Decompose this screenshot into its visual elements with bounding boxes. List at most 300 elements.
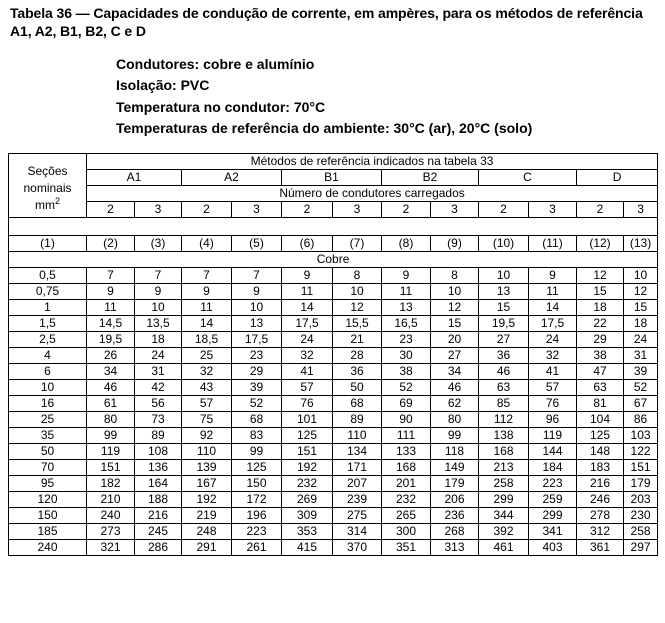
ampacity-cell: 34 <box>431 364 479 380</box>
conductor-count-cell: 3 <box>529 202 577 218</box>
ampacity-cell: 11 <box>182 300 232 316</box>
header-row-methods <box>9 170 658 186</box>
ampacity-cell: 68 <box>232 412 282 428</box>
ampacity-cell: 179 <box>624 476 658 492</box>
ampacity-cell: 297 <box>624 540 658 556</box>
temperaturas-referencia-text: Temperaturas de referência do ambiente: 30°C (ar), 20°C (solo) <box>116 120 533 137</box>
column-number-cell: (2) <box>87 236 135 252</box>
ampacity-cell: 7 <box>232 268 282 284</box>
table-title <box>10 4 665 40</box>
ampacity-cell: 312 <box>577 524 624 540</box>
conductor-count-cell: 2 <box>87 202 135 218</box>
section-size-cell: 16 <box>9 396 87 412</box>
ampacity-cell: 273 <box>87 524 135 540</box>
ampacity-cell: 99 <box>232 444 282 460</box>
conductor-count-cell: 2 <box>182 202 232 218</box>
ampacity-cell: 258 <box>479 476 529 492</box>
ampacity-cell: 136 <box>135 460 182 476</box>
ampacity-cell: 21 <box>333 332 382 348</box>
ampacity-cell: 103 <box>624 428 658 444</box>
table-title-line-1: Tabela 36 — Capacidades de condução de corrente, em ampères, para os métodos de referência <box>10 5 643 21</box>
column-number-cell: (9) <box>431 236 479 252</box>
table-row <box>9 268 658 284</box>
ampacity-cell: 76 <box>282 396 333 412</box>
ampacity-cell: 18,5 <box>182 332 232 348</box>
temperatura-text: Temperatura no condutor: 70°C <box>116 98 326 115</box>
section-size-cell: 0,5 <box>9 268 87 284</box>
ampacity-cell: 206 <box>431 492 479 508</box>
ampacity-cell: 32 <box>182 364 232 380</box>
ampacity-cell: 85 <box>479 396 529 412</box>
ampacity-cell: 22 <box>577 316 624 332</box>
ampacity-cell: 122 <box>624 444 658 460</box>
ampacity-cell: 299 <box>479 492 529 508</box>
ampacity-cell: 119 <box>529 428 577 444</box>
ampacity-cell: 201 <box>382 476 431 492</box>
ampacity-cell: 80 <box>87 412 135 428</box>
ampacity-cell: 63 <box>577 380 624 396</box>
ampacity-cell: 69 <box>382 396 431 412</box>
ampacity-cell: 13 <box>382 300 431 316</box>
section-size-cell: 150 <box>9 508 87 524</box>
ampacity-cell: 12 <box>577 268 624 284</box>
ampacity-cell: 10 <box>624 268 658 284</box>
ampacity-cell: 11 <box>382 284 431 300</box>
ampacity-cell: 236 <box>431 508 479 524</box>
ampacity-cell: 46 <box>431 380 479 396</box>
table-row <box>9 540 658 556</box>
ampacity-cell: 138 <box>479 428 529 444</box>
section-size-cell: 50 <box>9 444 87 460</box>
ampacity-cell: 344 <box>479 508 529 524</box>
ampacity-cell: 10 <box>479 268 529 284</box>
ampacity-cell: 11 <box>282 284 333 300</box>
ampacity-cell: 15 <box>577 284 624 300</box>
ampacity-cell: 150 <box>232 476 282 492</box>
ampacity-cell: 223 <box>232 524 282 540</box>
ampacity-cell: 62 <box>431 396 479 412</box>
ampacity-cell: 63 <box>479 380 529 396</box>
ampacity-cell: 89 <box>135 428 182 444</box>
ampacity-cell: 11 <box>87 300 135 316</box>
ampacity-cell: 42 <box>135 380 182 396</box>
column-number-cell: (12) <box>577 236 624 252</box>
ampacity-cell: 7 <box>182 268 232 284</box>
table-row <box>9 460 658 476</box>
table-conditions <box>116 54 532 140</box>
ampacity-cell: 171 <box>333 460 382 476</box>
secoes-unit: mm <box>34 198 55 212</box>
header-row-numero-condutores <box>9 186 658 202</box>
ampacity-cell: 90 <box>382 412 431 428</box>
ampacity-cell: 219 <box>182 508 232 524</box>
secoes-line-2: nominais <box>23 181 72 195</box>
ampacity-cell: 12 <box>431 300 479 316</box>
method-a1-header: A1 <box>87 170 182 186</box>
secoes-nominais-header <box>9 154 87 218</box>
ampacity-cell: 172 <box>232 492 282 508</box>
ampacity-cell: 223 <box>529 476 577 492</box>
ampacity-table <box>8 153 658 556</box>
ampacity-cell: 275 <box>333 508 382 524</box>
method-c-header: C <box>479 170 577 186</box>
ampacity-cell: 68 <box>333 396 382 412</box>
ampacity-cell: 300 <box>382 524 431 540</box>
ampacity-cell: 75 <box>182 412 232 428</box>
ampacity-cell: 278 <box>577 508 624 524</box>
ampacity-cell: 246 <box>577 492 624 508</box>
ampacity-cell: 133 <box>382 444 431 460</box>
ampacity-cell: 36 <box>333 364 382 380</box>
ampacity-cell: 17,5 <box>282 316 333 332</box>
ampacity-cell: 258 <box>624 524 658 540</box>
table-row <box>9 444 658 460</box>
ampacity-cell: 46 <box>87 380 135 396</box>
column-number-cell: (11) <box>529 236 577 252</box>
column-number-cell: (8) <box>382 236 431 252</box>
ampacity-cell: 52 <box>232 396 282 412</box>
ampacity-cell: 118 <box>431 444 479 460</box>
section-size-cell: 4 <box>9 348 87 364</box>
ampacity-cell: 10 <box>135 300 182 316</box>
ampacity-cell: 15 <box>624 300 658 316</box>
ampacity-cell: 164 <box>135 476 182 492</box>
method-a2-header: A2 <box>182 170 282 186</box>
ampacity-cell: 38 <box>382 364 431 380</box>
ampacity-cell: 188 <box>135 492 182 508</box>
conductor-count-cell: 2 <box>282 202 333 218</box>
ampacity-cell: 92 <box>182 428 232 444</box>
ampacity-cell: 286 <box>135 540 182 556</box>
section-size-cell: 120 <box>9 492 87 508</box>
ampacity-cell: 73 <box>135 412 182 428</box>
conductor-count-cell: 2 <box>577 202 624 218</box>
ampacity-cell: 13,5 <box>135 316 182 332</box>
conductor-count-cell: 3 <box>135 202 182 218</box>
column-number-cell: (7) <box>333 236 382 252</box>
section-size-cell: 35 <box>9 428 87 444</box>
ampacity-cell: 18 <box>577 300 624 316</box>
secoes-line-1: Seções <box>27 164 68 178</box>
ampacity-cell: 182 <box>87 476 135 492</box>
section-size-cell: 2,5 <box>9 332 87 348</box>
section-size-cell: 70 <box>9 460 87 476</box>
ampacity-cell: 29 <box>232 364 282 380</box>
table-row <box>9 428 658 444</box>
numero-condutores-header: Número de condutores carregados <box>87 186 658 202</box>
ampacity-cell: 196 <box>232 508 282 524</box>
column-number-cell: (6) <box>282 236 333 252</box>
section-size-cell: 1 <box>9 300 87 316</box>
ampacity-cell: 76 <box>529 396 577 412</box>
section-size-cell: 6 <box>9 364 87 380</box>
ampacity-cell: 15 <box>431 316 479 332</box>
conductor-count-cell: 2 <box>382 202 431 218</box>
ampacity-cell: 61 <box>87 396 135 412</box>
ampacity-cell: 13 <box>479 284 529 300</box>
section-label-cobre: Cobre <box>9 252 658 268</box>
metodos-header: Métodos de referência indicados na tabela 33 <box>87 154 658 170</box>
ampacity-cell: 9 <box>282 268 333 284</box>
ampacity-cell: 32 <box>282 348 333 364</box>
ampacity-cell: 110 <box>333 428 382 444</box>
ampacity-cell: 24 <box>282 332 333 348</box>
ampacity-cell: 110 <box>182 444 232 460</box>
ampacity-cell: 28 <box>333 348 382 364</box>
table-row <box>9 316 658 332</box>
method-d-header: D <box>577 170 658 186</box>
ampacity-cell: 151 <box>624 460 658 476</box>
ampacity-cell: 18 <box>135 332 182 348</box>
ampacity-cell: 16,5 <box>382 316 431 332</box>
section-size-cell: 10 <box>9 380 87 396</box>
ampacity-cell: 25 <box>182 348 232 364</box>
ampacity-cell: 19,5 <box>479 316 529 332</box>
table-row <box>9 284 658 300</box>
ampacity-cell: 245 <box>135 524 182 540</box>
table-row <box>9 300 658 316</box>
ampacity-cell: 351 <box>382 540 431 556</box>
ampacity-cell: 192 <box>282 460 333 476</box>
table-row <box>9 364 658 380</box>
ampacity-cell: 29 <box>577 332 624 348</box>
blank-cell <box>9 218 658 236</box>
ampacity-cell: 9 <box>87 284 135 300</box>
ampacity-cell: 415 <box>282 540 333 556</box>
ampacity-cell: 39 <box>232 380 282 396</box>
ampacity-cell: 43 <box>182 380 232 396</box>
section-row-cobre <box>9 252 658 268</box>
ampacity-cell: 104 <box>577 412 624 428</box>
condutores-text: Condutores: cobre e alumínio <box>116 56 315 72</box>
ampacity-cell: 230 <box>624 508 658 524</box>
ampacity-cell: 168 <box>479 444 529 460</box>
ampacity-cell: 353 <box>282 524 333 540</box>
ampacity-cell: 321 <box>87 540 135 556</box>
ampacity-cell: 151 <box>282 444 333 460</box>
ampacity-cell: 23 <box>382 332 431 348</box>
ampacity-cell: 125 <box>232 460 282 476</box>
ampacity-cell: 9 <box>382 268 431 284</box>
table-row <box>9 332 658 348</box>
ampacity-cell: 57 <box>529 380 577 396</box>
ampacity-cell: 56 <box>135 396 182 412</box>
ampacity-cell: 232 <box>382 492 431 508</box>
conductor-count-cell: 3 <box>431 202 479 218</box>
column-number-cell: (1) <box>9 236 87 252</box>
ampacity-cell: 361 <box>577 540 624 556</box>
ampacity-cell: 19,5 <box>87 332 135 348</box>
ampacity-cell: 9 <box>529 268 577 284</box>
ampacity-cell: 125 <box>282 428 333 444</box>
section-size-cell: 95 <box>9 476 87 492</box>
ampacity-cell: 461 <box>479 540 529 556</box>
table-row <box>9 380 658 396</box>
ampacity-cell: 8 <box>431 268 479 284</box>
ampacity-cell: 26 <box>87 348 135 364</box>
ampacity-cell: 265 <box>382 508 431 524</box>
ampacity-cell: 248 <box>182 524 232 540</box>
ampacity-cell: 89 <box>333 412 382 428</box>
ampacity-cell: 12 <box>333 300 382 316</box>
ampacity-cell: 183 <box>577 460 624 476</box>
ampacity-cell: 83 <box>232 428 282 444</box>
ampacity-cell: 370 <box>333 540 382 556</box>
ampacity-cell: 52 <box>382 380 431 396</box>
ampacity-cell: 9 <box>135 284 182 300</box>
ampacity-cell: 12 <box>624 284 658 300</box>
column-number-row <box>9 236 658 252</box>
ampacity-cell: 31 <box>135 364 182 380</box>
ampacity-cell: 392 <box>479 524 529 540</box>
table-row <box>9 524 658 540</box>
ampacity-cell: 299 <box>529 508 577 524</box>
ampacity-cell: 24 <box>135 348 182 364</box>
ampacity-cell: 13 <box>232 316 282 332</box>
ampacity-cell: 31 <box>624 348 658 364</box>
ampacity-cell: 10 <box>232 300 282 316</box>
ampacity-cell: 313 <box>431 540 479 556</box>
table-row <box>9 396 658 412</box>
ampacity-cell: 38 <box>577 348 624 364</box>
ampacity-cell: 14,5 <box>87 316 135 332</box>
column-number-cell: (13) <box>624 236 658 252</box>
ampacity-cell: 80 <box>431 412 479 428</box>
ampacity-cell: 20 <box>431 332 479 348</box>
ampacity-cell: 210 <box>87 492 135 508</box>
ampacity-cell: 36 <box>479 348 529 364</box>
ampacity-cell: 14 <box>529 300 577 316</box>
ampacity-cell: 34 <box>87 364 135 380</box>
conductor-count-cell: 2 <box>479 202 529 218</box>
ampacity-cell: 111 <box>382 428 431 444</box>
ampacity-cell: 9 <box>232 284 282 300</box>
ampacity-cell: 203 <box>624 492 658 508</box>
method-b2-header: B2 <box>382 170 479 186</box>
ampacity-cell: 27 <box>431 348 479 364</box>
ampacity-cell: 139 <box>182 460 232 476</box>
ampacity-cell: 184 <box>529 460 577 476</box>
ampacity-cell: 11 <box>529 284 577 300</box>
table-title-line-2: A1, A2, B1, B2, C e D <box>10 23 146 39</box>
ampacity-cell: 15 <box>479 300 529 316</box>
ampacity-cell: 125 <box>577 428 624 444</box>
ampacity-cell: 41 <box>282 364 333 380</box>
isolacao-text: Isolação: PVC <box>116 77 210 94</box>
ampacity-cell: 24 <box>624 332 658 348</box>
ampacity-cell: 67 <box>624 396 658 412</box>
ampacity-cell: 14 <box>282 300 333 316</box>
ampacity-cell: 240 <box>87 508 135 524</box>
ampacity-cell: 99 <box>431 428 479 444</box>
ampacity-cell: 269 <box>282 492 333 508</box>
ampacity-cell: 151 <box>87 460 135 476</box>
ampacity-cell: 341 <box>529 524 577 540</box>
ampacity-cell: 30 <box>382 348 431 364</box>
method-b1-header: B1 <box>282 170 382 186</box>
ampacity-cell: 216 <box>577 476 624 492</box>
conductor-count-cell: 3 <box>232 202 282 218</box>
ampacity-cell: 10 <box>333 284 382 300</box>
ampacity-cell: 46 <box>479 364 529 380</box>
ampacity-cell: 101 <box>282 412 333 428</box>
ampacity-cell: 52 <box>624 380 658 396</box>
table-row <box>9 492 658 508</box>
ampacity-cell: 268 <box>431 524 479 540</box>
ampacity-cell: 57 <box>182 396 232 412</box>
ampacity-cell: 207 <box>333 476 382 492</box>
ampacity-cell: 99 <box>87 428 135 444</box>
ampacity-cell: 41 <box>529 364 577 380</box>
ampacity-cell: 134 <box>333 444 382 460</box>
ampacity-cell: 27 <box>479 332 529 348</box>
conductor-count-cell: 3 <box>624 202 658 218</box>
ampacity-cell: 119 <box>87 444 135 460</box>
ampacity-cell: 24 <box>529 332 577 348</box>
ampacity-cell: 57 <box>282 380 333 396</box>
ampacity-cell: 213 <box>479 460 529 476</box>
ampacity-cell: 96 <box>529 412 577 428</box>
conductor-count-cell: 3 <box>333 202 382 218</box>
ampacity-cell: 18 <box>624 316 658 332</box>
column-number-cell: (3) <box>135 236 182 252</box>
ampacity-cell: 148 <box>577 444 624 460</box>
ampacity-cell: 86 <box>624 412 658 428</box>
table-row <box>9 412 658 428</box>
section-size-cell: 185 <box>9 524 87 540</box>
column-number-cell: (4) <box>182 236 232 252</box>
ampacity-cell: 314 <box>333 524 382 540</box>
ampacity-cell: 10 <box>431 284 479 300</box>
ampacity-cell: 50 <box>333 380 382 396</box>
column-number-cell: (5) <box>232 236 282 252</box>
ampacity-cell: 7 <box>135 268 182 284</box>
ampacity-cell: 403 <box>529 540 577 556</box>
ampacity-cell: 167 <box>182 476 232 492</box>
ampacity-cell: 259 <box>529 492 577 508</box>
ampacity-cell: 39 <box>624 364 658 380</box>
ampacity-cell: 7 <box>87 268 135 284</box>
ampacity-cell: 291 <box>182 540 232 556</box>
ampacity-cell: 261 <box>232 540 282 556</box>
ampacity-cell: 239 <box>333 492 382 508</box>
section-size-cell: 25 <box>9 412 87 428</box>
table-row <box>9 348 658 364</box>
ampacity-cell: 168 <box>382 460 431 476</box>
ampacity-cell: 14 <box>182 316 232 332</box>
section-size-cell: 0,75 <box>9 284 87 300</box>
ampacity-cell: 23 <box>232 348 282 364</box>
ampacity-cell: 144 <box>529 444 577 460</box>
column-number-cell: (10) <box>479 236 529 252</box>
ampacity-cell: 108 <box>135 444 182 460</box>
ampacity-cell: 309 <box>282 508 333 524</box>
ampacity-cell: 9 <box>182 284 232 300</box>
ampacity-cell: 179 <box>431 476 479 492</box>
table-row <box>9 476 658 492</box>
ampacity-cell: 17,5 <box>232 332 282 348</box>
ampacity-cell: 32 <box>529 348 577 364</box>
ampacity-cell: 47 <box>577 364 624 380</box>
header-row-metodos <box>9 154 658 170</box>
ampacity-cell: 149 <box>431 460 479 476</box>
ampacity-cell: 81 <box>577 396 624 412</box>
ampacity-cell: 112 <box>479 412 529 428</box>
ampacity-cell: 232 <box>282 476 333 492</box>
blank-row <box>9 218 658 236</box>
header-row-conductor-counts <box>9 202 658 218</box>
section-size-cell: 1,5 <box>9 316 87 332</box>
